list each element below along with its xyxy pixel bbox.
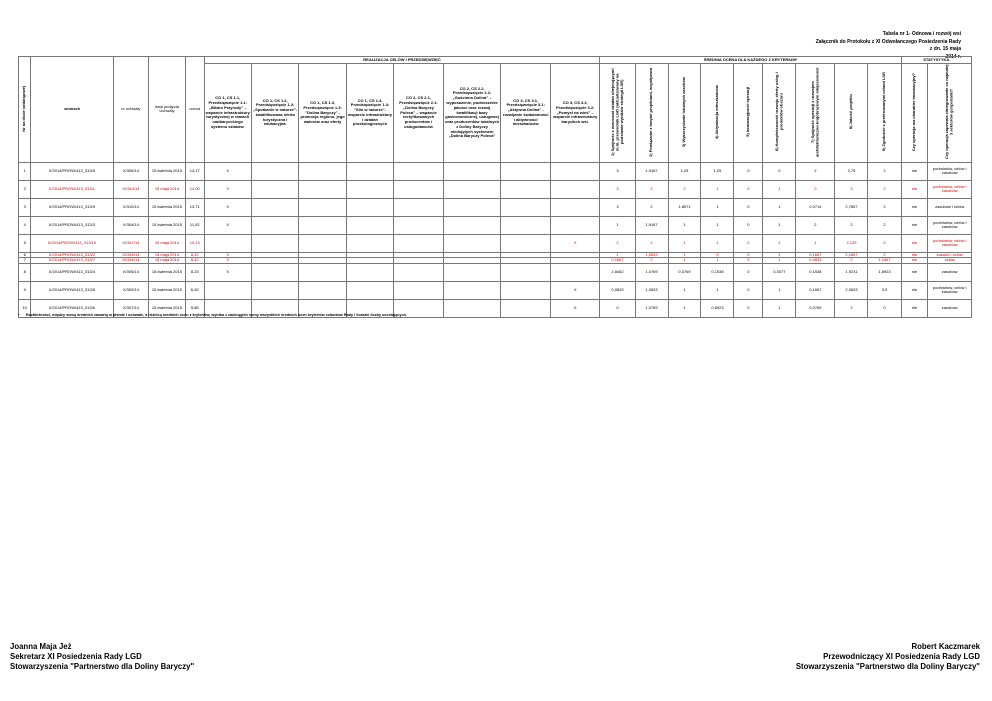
cell-wniosek: II/2014/PROW/413_313/3	[31, 216, 113, 234]
cell-c3	[299, 216, 346, 234]
cell-k1: 0	[600, 299, 635, 317]
cell-k9: 0	[868, 234, 901, 252]
col-k1-label: 1) Spójność z wzorcami działań obejmującymi m.in. przewodnik LGD (aktualizowany na podstawie wyników strategii LSR)	[609, 68, 624, 156]
header-line-4: 2014 r.	[945, 53, 961, 60]
col-ocena: ocena	[186, 57, 205, 163]
table-body	[19, 162, 972, 317]
cell-k5: 0	[734, 263, 763, 281]
cell-lp: 10	[19, 299, 31, 317]
cell-k8: 2,0833	[835, 281, 868, 299]
cell-k2: 1,0769	[635, 299, 668, 317]
cell-k8: 2,125	[835, 234, 868, 252]
cell-c6	[443, 162, 501, 180]
cell-c1: X	[204, 162, 251, 180]
cell-c1: X	[204, 263, 251, 281]
col-k1	[600, 64, 635, 163]
cell-k5: 0	[734, 252, 763, 258]
cell-k5: 0	[734, 162, 763, 180]
cell-lp: 5	[19, 234, 31, 252]
table-row	[19, 263, 972, 281]
col-k4-label: 4) Aktywizacja mieszkańców	[714, 84, 720, 140]
signature-right-role: Przewodniczący XI Posiedzenia Rady LGD	[823, 652, 980, 661]
cell-k3: 1	[668, 216, 701, 234]
cell-c7	[501, 216, 550, 234]
cell-c4	[346, 281, 393, 299]
cell-wniosek: II/2014/PROW/413_313/7	[31, 258, 113, 264]
cell-c8: X	[550, 299, 600, 317]
cell-k2: 1,0833	[635, 252, 668, 258]
cell-k9: 1,6923	[868, 263, 901, 281]
col-lp	[19, 57, 31, 163]
group-statystyka: STATYSTYKA	[901, 57, 971, 64]
cell-s2: celów	[928, 258, 972, 264]
cell-c8	[550, 162, 600, 180]
cell-k2: 2	[635, 180, 668, 198]
cell-c1: X	[204, 252, 251, 258]
table-row	[19, 162, 972, 180]
cell-s1: nie	[901, 258, 928, 264]
cell-s1: nie	[901, 162, 928, 180]
cell-s2: podmiotów, celów i zasobów	[928, 162, 972, 180]
cell-lp: 6	[19, 252, 31, 258]
col-k2-label: 2) Powiązanie z innymi projektami, współpraca	[648, 67, 654, 157]
col-k7	[796, 64, 835, 163]
cell-c1: X	[204, 198, 251, 216]
cell-k2: 1,9167	[635, 216, 668, 234]
cell-c6	[443, 180, 501, 198]
cell-k8: 1,9231	[835, 263, 868, 281]
cell-c7	[501, 299, 550, 317]
cell-c1: X	[204, 180, 251, 198]
cell-wniosek: II/2014/PROW/413_313/1	[31, 180, 113, 198]
cell-k4: 1,25	[701, 162, 734, 180]
cell-c4	[346, 263, 393, 281]
cell-k5: 0	[734, 258, 763, 264]
cell-nr-uchwaly: X/305/14	[113, 263, 148, 281]
cell-k1: 3	[600, 198, 635, 216]
cell-k7: 0,0769	[796, 299, 835, 317]
cell-ocena: 10,13	[186, 234, 205, 252]
col-c6: CO 2, CS 2.2, Przedsięwzięcie 2.2: „Gościnna Dolina” – wyposażenie, podnoszenie jakości oraz rozwój kwalifikacji bazy gastronomicznej, usługowej oraz producentów lokalnych z Doliny Baryczy niedojętych systemem „Dolina Baryczy Poleca”	[443, 64, 501, 163]
cell-k3: 1,8571	[668, 198, 701, 216]
cell-k5: 0	[734, 234, 763, 252]
cell-k2: 2	[635, 234, 668, 252]
cell-c1	[204, 281, 251, 299]
cell-data: 15 kwietnia 2015	[148, 263, 185, 281]
cell-k7: 0,0833	[796, 258, 835, 264]
col-k2	[635, 64, 668, 163]
cell-wniosek: II/2014/PROW/413_313/10	[31, 234, 113, 252]
cell-k9: 2	[868, 162, 901, 180]
cell-k8: 2,75	[835, 162, 868, 180]
cell-k1: 1	[600, 252, 635, 258]
cell-c5	[394, 198, 443, 216]
cell-c7	[501, 162, 550, 180]
cell-data: 15 kwietnia 2015	[148, 216, 185, 234]
cell-c6	[443, 299, 501, 317]
col-data: data podjęcia Uchwały	[148, 57, 185, 163]
cell-k3: 1,25	[668, 162, 701, 180]
cell-k7: 2	[796, 216, 835, 234]
cell-lp: 4	[19, 216, 31, 234]
cell-k9: 0,5	[868, 281, 901, 299]
cell-s1: nie	[901, 263, 928, 281]
cell-k4: 1	[701, 180, 734, 198]
header-line-2: Załącznik do Protokołu z XI Odwołanczego Posiedzenia Rady	[815, 38, 961, 45]
cell-c5	[394, 263, 443, 281]
cell-k5: 0	[734, 299, 763, 317]
cell-c2	[251, 180, 298, 198]
cell-wniosek: II/2014/PROW/413_313/4	[31, 263, 113, 281]
cell-k4: 0	[701, 252, 734, 258]
col-c4: CO 1, CS 1.4, Przedsięwzięcie 1.4: "Silo w naturze"- wsparcie infrastruktury i działań proekologicznych	[346, 64, 393, 163]
cell-k7: 0,0714	[796, 198, 835, 216]
col-c5: CO 2, CS 2.1, Przedsięwzięcie 2.1: „Dolina Baryczy Poleca” – wsparcie certyfikowanych producentów i usługodawców	[394, 64, 443, 163]
cell-nr-uchwaly: X/306/14	[113, 162, 148, 180]
cell-k7: 0,1667	[796, 281, 835, 299]
cell-s2: podmiotów, celów i zasobów	[928, 216, 972, 234]
cell-s1: nie	[901, 281, 928, 299]
table-row	[19, 234, 972, 252]
cell-k1: 3	[600, 180, 635, 198]
cell-nr-uchwaly: XI/346/14	[113, 258, 148, 264]
cell-c7	[501, 198, 550, 216]
cell-wniosek: II/2014/PROW/413_313/2	[31, 252, 113, 258]
cell-s2: podmiotów, celów i zasobów	[928, 234, 972, 252]
col-k8	[835, 64, 868, 163]
cell-k5: 0	[734, 281, 763, 299]
cell-data: 15 maja 2014	[148, 180, 185, 198]
cell-c6	[443, 216, 501, 234]
cell-k9: 1,1667	[868, 258, 901, 264]
cell-ocena: 8,42	[186, 252, 205, 258]
cell-k1: 3	[600, 162, 635, 180]
cell-ocena: 11,92	[186, 216, 205, 234]
cell-c4	[346, 234, 393, 252]
col-c8: CO 3, CS 3.2, Przedsięwzięcie 3.2: „Pomysł na wieś” – wsparcie infrastruktury barycikch wsi.	[550, 64, 600, 163]
cell-ocena: 8,23	[186, 263, 205, 281]
header-line-3: z dn. 15 maja	[929, 46, 961, 52]
cell-data: 15 maja 2014	[148, 234, 185, 252]
col-s2	[928, 64, 972, 163]
col-k3	[668, 64, 701, 163]
cell-k3: 1	[668, 252, 701, 258]
cell-ocena: 8,42	[186, 258, 205, 264]
cell-k6: 1	[763, 180, 796, 198]
cell-k3: 1	[668, 281, 701, 299]
cell-k2: 1,0769	[635, 263, 668, 281]
cell-nr-uchwaly: XI/345/14	[113, 252, 148, 258]
cell-k7: 0,1667	[796, 252, 835, 258]
cell-c4	[346, 198, 393, 216]
cell-k6: 1	[763, 234, 796, 252]
cell-c5	[394, 216, 443, 234]
col-k8-label: 8) Jakość projektu	[848, 94, 854, 130]
cell-c2	[251, 162, 298, 180]
cell-k7: 0,1538	[796, 263, 835, 281]
cell-lp: 8	[19, 263, 31, 281]
cell-nr-uchwaly: X/304/14	[113, 216, 148, 234]
cell-c3	[299, 198, 346, 216]
cell-data: 15 maja 2014	[148, 252, 185, 258]
col-k5	[734, 64, 763, 163]
cell-k8: 2,1667	[835, 252, 868, 258]
cell-c6	[443, 263, 501, 281]
cell-s2: zasobów	[928, 299, 972, 317]
cell-k9: 0	[868, 299, 901, 317]
cell-k4: 1	[701, 198, 734, 216]
cell-k8: 2	[835, 216, 868, 234]
cell-wniosek: II/2014/PROW/413_313/9	[31, 198, 113, 216]
cell-k3: 1	[668, 258, 701, 264]
cell-k9: 2	[868, 252, 901, 258]
cell-lp: 3	[19, 198, 31, 216]
cell-c7	[501, 180, 550, 198]
cell-data: 15 kwietnia 2015	[148, 281, 185, 299]
cell-k1: 0,1667	[600, 258, 635, 264]
col-s1	[901, 64, 928, 163]
cell-k3: 2	[668, 180, 701, 198]
cell-k5: 0	[734, 180, 763, 198]
cell-k9: 2	[868, 198, 901, 216]
table-row	[19, 216, 972, 234]
cell-k8: 3	[835, 180, 868, 198]
cell-k6: 1	[763, 299, 796, 317]
cell-data: 15 kwietnia 2015	[148, 162, 185, 180]
cell-k1: 2,8462	[600, 263, 635, 281]
cell-ocena: 14,00	[186, 180, 205, 198]
cell-c4	[346, 162, 393, 180]
cell-k6: 1	[763, 252, 796, 258]
cell-k4: 0,6923	[701, 299, 734, 317]
signature-left-role: Sekretarz XI Posiedzenia Rady LGD	[10, 652, 142, 661]
table-row	[19, 180, 972, 198]
cell-c1: X	[204, 258, 251, 264]
cell-c4	[346, 180, 393, 198]
cell-data: 15 maja 2014	[148, 258, 185, 264]
col-k3-label: 3) Wykorzystanie lokalnych zasobów	[681, 76, 687, 148]
col-c2: CO 1, CS 1.2, Przedsięwzięcie 1.2: „Spotkanie w naturze”- kwalifikowana oferta turystyczna i edukacyjna.	[251, 64, 298, 163]
cell-c7	[501, 263, 550, 281]
cell-lp: 9	[19, 281, 31, 299]
footnote-mark: *	[18, 313, 20, 317]
cell-c5	[394, 180, 443, 198]
cell-k4: 1	[701, 258, 734, 264]
cell-c1: X	[204, 216, 251, 234]
cell-c8: X	[550, 234, 600, 252]
cell-nr-uchwaly: X/307/14	[113, 299, 148, 317]
cell-c8	[550, 263, 600, 281]
cell-c2	[251, 234, 298, 252]
cell-ocena: 5,85	[186, 299, 205, 317]
cell-k6: 1	[763, 258, 796, 264]
signature-right-org: Stowarzyszenia "Partnerstwo dla Doliny Baryczy"	[795, 662, 980, 671]
table-row	[19, 281, 972, 299]
col-s1-label: Czy operacja ma charakter innowacyjny?	[911, 72, 917, 152]
header-line-1: Tabela nr 1- Odnowa i rozwój wsi	[882, 31, 961, 37]
cell-k3: 1	[668, 299, 701, 317]
cell-k8: 2	[835, 299, 868, 317]
cell-c6	[443, 281, 501, 299]
cell-nr-uchwaly: X/309/14	[113, 281, 148, 299]
cell-k7: 0	[796, 180, 835, 198]
footnote	[18, 313, 407, 317]
cell-k5: 0	[734, 216, 763, 234]
cell-c7	[501, 234, 550, 252]
cell-k9: 2	[868, 216, 901, 234]
cell-c4	[346, 216, 393, 234]
col-nr-uchwaly: nr uchwały	[113, 57, 148, 163]
group-srednia: ŚREDNIA OCENA DLA KAŻDEGO Z KRYTERIUM*	[600, 57, 901, 64]
cell-c2	[251, 198, 298, 216]
col-wniosek: wniosek	[31, 57, 113, 163]
cell-nr-uchwaly: X/310/14	[113, 198, 148, 216]
cell-k2: 1,9167	[635, 162, 668, 180]
cell-c2	[251, 216, 298, 234]
cell-s1: nie	[901, 180, 928, 198]
cell-lp: 1	[19, 162, 31, 180]
cell-k2: 2	[635, 198, 668, 216]
cell-k7: 1	[796, 234, 835, 252]
cell-k6: 1	[763, 198, 796, 216]
col-k9-label: 9) Zgodność z preferowanymi celami LSR	[881, 72, 887, 152]
cell-k4: 1	[701, 281, 734, 299]
col-lp-label: Nr na liście rankingowej	[21, 85, 27, 132]
cell-k6: 0	[763, 162, 796, 180]
cell-c1	[204, 234, 251, 252]
cell-c8	[550, 198, 600, 216]
cell-wniosek: II/2014/PROW/413_313/6	[31, 299, 113, 317]
cell-c3	[299, 281, 346, 299]
cell-c5	[394, 281, 443, 299]
cell-c3	[299, 162, 346, 180]
col-k9	[868, 64, 901, 163]
cell-s1: nie	[901, 252, 928, 258]
cell-s2: podmiotów, celów i zasobów	[928, 180, 972, 198]
cell-nr-uchwaly: XI/344/14	[113, 180, 148, 198]
cell-k6: 1	[763, 281, 796, 299]
cell-k6: 1	[763, 216, 796, 234]
cell-s2: zasobó i celów	[928, 252, 972, 258]
cell-s2: zasobów	[928, 263, 972, 281]
cell-data: 15 kwietnia 2015	[148, 198, 185, 216]
cell-ocena: 6,92	[186, 281, 205, 299]
signature-right	[796, 642, 980, 672]
cell-c3	[299, 234, 346, 252]
cell-s2: podmiotów, celów i zasobów	[928, 281, 972, 299]
cell-k9: 2	[868, 180, 901, 198]
cell-k3: 1	[668, 234, 701, 252]
cell-nr-uchwaly: XI/347/14	[113, 234, 148, 252]
cell-k4: 1	[701, 216, 734, 234]
col-c7: CO 3, CS 3.1, Przedsięwzięcie 3.1: „Aktywna Dolina” - rozwijanie świadomości i aktywności mieszkańców	[501, 64, 550, 163]
col-k6	[763, 64, 796, 163]
cell-c2	[251, 263, 298, 281]
col-k6-label: 6) Kompleksowość rozwoju oferty usług i produktów obszaru	[773, 72, 784, 152]
signature-left-org: Stowarzyszenia "Partnerstwo dla Doliny Baryczy"	[10, 662, 195, 671]
cell-ocena: 13,71	[186, 198, 205, 216]
col-c1: CO 1, CS 1.1, Przedsięwzięcie 1.1: „Blisko Przyrody” – wsparcie infrastruktury turystycznej w ramach nadbarycckiego systemu szlaków.	[204, 64, 251, 163]
table-row	[19, 198, 972, 216]
cell-k1: 0,0833	[600, 281, 635, 299]
cell-s2: zasobów i celów	[928, 198, 972, 216]
cell-c3	[299, 263, 346, 281]
cell-c7	[501, 281, 550, 299]
cell-k4: 1	[701, 234, 734, 252]
cell-s1: nie	[901, 299, 928, 317]
cell-k8: 2	[835, 258, 868, 264]
footnote-text: Rozbieżności, między sumą średnich zawartą w piśmie i uchwale, a różnicą średnich ocen z kryteriów, wynika z zaokrągleń sumy wszystkich średnich ocen kryteriów członków Rady i ilorazie liczby oceniających.	[25, 313, 407, 317]
group-realizacja: REALIZACJA CELÓW I PRZEDSIĘWZIĘĆ	[204, 57, 600, 64]
signature-left-name: Joanna Maja Jeż	[10, 642, 72, 651]
cell-k1: 1	[600, 216, 635, 234]
cell-k4: 0,1538	[701, 263, 734, 281]
cell-c5	[394, 234, 443, 252]
ranking-table	[18, 53, 972, 318]
cell-s1: nie	[901, 216, 928, 234]
cell-s1: nie	[901, 198, 928, 216]
cell-k3: 0,0769	[668, 263, 701, 281]
col-k4	[701, 64, 734, 163]
col-c3: CO 1, CS 1.3, Przedsięwzięcie 1.3: "Dolina Baryczy" - promocja regionu, jego walorów oraz oferty	[299, 64, 346, 163]
cell-k6: 0,3077	[763, 263, 796, 281]
cell-k2: 2	[635, 258, 668, 264]
cell-ocena: 14,17	[186, 162, 205, 180]
cell-c5	[394, 162, 443, 180]
cell-k1: 2	[600, 234, 635, 252]
col-s2-label: Czy operacja zapewnia zintegrowanie co najmniej 3 sektorów gospodarki?	[944, 64, 954, 160]
cell-wniosek: II/2014/PROW/413_313/5	[31, 162, 113, 180]
cell-c6	[443, 234, 501, 252]
cell-c2	[251, 281, 298, 299]
cell-k2: 1,0833	[635, 281, 668, 299]
cell-wniosek: II/2014/PROW/413_313/8	[31, 281, 113, 299]
signature-left	[10, 642, 194, 672]
cell-k5: 0	[734, 198, 763, 216]
cell-s1: nie	[901, 234, 928, 252]
col-k5-label: 5) Innowacyjność operacji	[745, 87, 751, 137]
signature-right-name: Robert Kaczmarek	[911, 642, 980, 651]
cell-c8	[550, 216, 600, 234]
cell-c3	[299, 180, 346, 198]
cell-c6	[443, 198, 501, 216]
cell-lp: 7	[19, 258, 31, 264]
cell-lp: 2	[19, 180, 31, 198]
cell-data: 15 kwietnia 2015	[148, 299, 185, 317]
cell-c8	[550, 180, 600, 198]
cell-k7: 2	[796, 162, 835, 180]
col-k7-label: 7) Spójność operacji z rozwojem architektoniczno-krajobrazowym miejscowości	[809, 67, 820, 157]
cell-c8: X	[550, 281, 600, 299]
cell-k8: 2,7857	[835, 198, 868, 216]
